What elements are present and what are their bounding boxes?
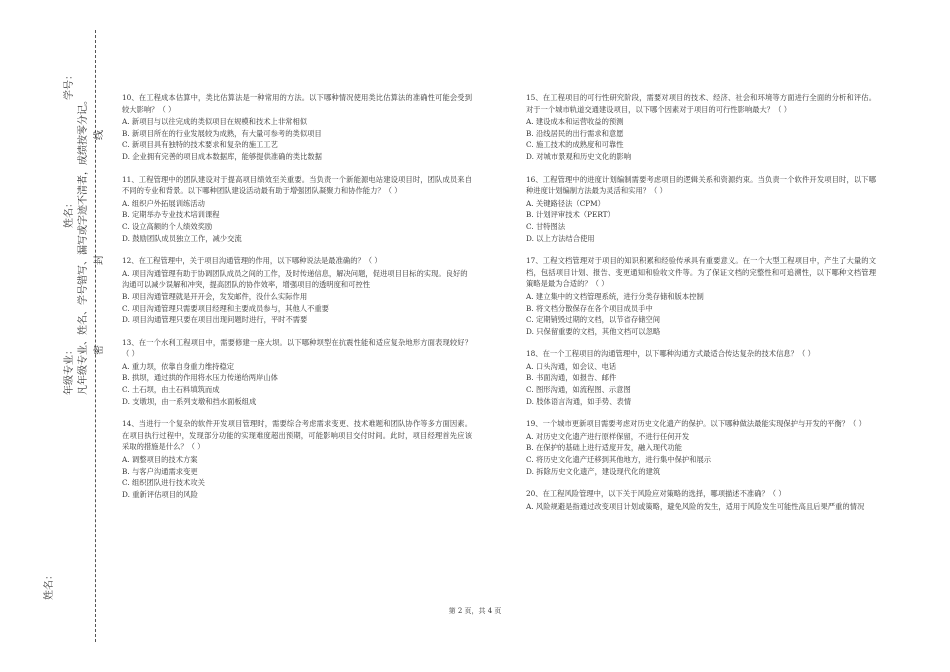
option-b: B. 定期举办专业技术培训课程 — [122, 210, 220, 220]
option-b: B. 沿线居民的出行需求和意愿 — [526, 128, 624, 138]
question-stem: 15、在工程项目的可行性研究阶段，需要对项目的技术、经济、社会和环境等方面进行全面的分析和评估。对于一个城市轨道交通建设项目，以下哪个因素对于项目的可行性影响最大？（ ） — [526, 93, 876, 114]
question-11 — [122, 174, 472, 245]
option-c: C. 图形沟通，如流程图、示意图 — [526, 385, 631, 395]
option-d: D. 企业拥有完善的项目成本数据库，能够提供准确的类比数据 — [122, 151, 322, 161]
seal-mark-xian: 线 — [94, 130, 105, 140]
major-label: 年级专业： — [64, 345, 75, 395]
question-stem: 14、当进行一个复杂的软件开发项目管理时，需要综合考虑需求变更、技术难题和团队协作等多方面因素。在项目执行过程中，发现部分功能的实现难度超出预期，可能影响项目交付时间。此时，项目经理首先应该采取的措施是什么？（ ） — [122, 419, 472, 452]
option-c: C. 施工技术的成熟度和可靠性 — [526, 140, 624, 150]
option-b: B. 将文档分散保存在各个项目成员手中 — [526, 303, 653, 313]
option-d: D. 支墩坝，由一系列支墩和挡水面板组成 — [122, 396, 257, 406]
question-17 — [526, 255, 876, 337]
option-a: A. 风险规避是指通过改变项目计划或策略，避免风险的发生，适用于风险发生可能性高且后果严重的情况 — [526, 501, 865, 511]
seal-mark-feng: 封 — [94, 255, 105, 265]
right-column — [526, 92, 876, 523]
question-18 — [526, 348, 876, 407]
binding-margin — [0, 0, 118, 672]
option-a: A. 组织户外拓展训练活动 — [122, 198, 205, 208]
option-c: C. 设立高额的个人绩效奖励 — [122, 221, 213, 231]
question-stem: 10、在工程成本估算中，类比估算法是一种常用的方法。以下哪种情况使用类比估算法的准确性可能会受到较大影响？（ ） — [122, 93, 472, 114]
school-label: 姓名： — [44, 570, 55, 600]
question-16 — [526, 174, 876, 245]
option-a: A. 项目沟通管理有助于协调团队成员之间的工作，及时传递信息，解决问题，促进项目目标的实现。良好的沟通可以减少误解和冲突，提高团队的协作效率，增强项目的透明度和可控性 — [122, 268, 468, 290]
option-d: D. 以上方法结合使用 — [526, 233, 595, 243]
question-15 — [526, 92, 876, 163]
option-d: D. 肢体语言沟通，如手势、表情 — [526, 396, 632, 406]
option-c: C. 定期销毁过期的文档，以节省存储空间 — [526, 315, 661, 325]
option-c: C. 土石坝，由土石料填筑而成 — [122, 385, 220, 395]
option-c: C. 新项目具有独特的技术要求和复杂的施工工艺 — [122, 140, 278, 150]
option-c: C. 将历史文化遗产迁移到其他地方，进行集中保护和展示 — [526, 455, 712, 465]
option-a: A. 建设成本和运营收益的预测 — [526, 117, 624, 127]
option-b: B. 项目沟通管理就是开开会，发发邮件，没什么实际作用 — [122, 291, 308, 301]
option-b: B. 计划评审技术（PERT） — [526, 210, 615, 220]
question-stem: 13、在一个水利工程项目中，需要修建一座大坝。以下哪种坝型在抗震性能和适应复杂地形方面表现较好？（ ） — [122, 337, 472, 359]
option-c: C. 甘特图法 — [526, 221, 566, 231]
option-d: D. 鼓励团队成员独立工作，减少交流 — [122, 233, 242, 243]
option-c: C. 项目沟通管理只需要项目经理和主要成员参与，其他人不重要 — [122, 303, 329, 313]
option-a: A. 调整项目的技术方案 — [122, 455, 198, 465]
option-d: D. 拆除历史文化遗产，建设现代化的建筑 — [526, 466, 661, 476]
name-label: 姓名： — [64, 198, 75, 228]
question-stem: 11、工程管理中的团队建设对于提高项目绩效至关重要。当负责一个新能源电站建设项目时，团队成员来自不同的专业和背景。以下哪种团队建设活动最有助于增强团队凝聚力和协作能力？（ ） — [122, 174, 472, 196]
option-b: B. 在保护的基础上进行适度开发，融入现代功能 — [526, 443, 682, 453]
question-stem: 18、在一个工程项目的沟通管理中，以下哪种沟通方式最适合传达复杂的技术信息？（ ） — [526, 349, 815, 359]
question-stem: 20、在工程风险管理中，以下关于风险应对策略的选择，哪项描述不准确？（ ） — [526, 489, 786, 499]
option-b: B. 新项目所在的行业发展较为成熟，有大量可参考的类似项目 — [122, 128, 322, 138]
option-a: A. 重力坝，依靠自身重力维持稳定 — [122, 361, 235, 371]
option-a: A. 建立集中的文档管理系统，进行分类存储和版本控制 — [526, 291, 704, 301]
question-20 — [526, 488, 876, 512]
student-id-label: 学号： — [64, 70, 75, 100]
option-d: D. 只保留重要的文档，其他文档可以忽略 — [526, 326, 661, 336]
left-column — [122, 92, 472, 511]
question-10 — [122, 92, 472, 163]
option-d: D. 项目沟通管理只要在项目出现问题时进行，平时不需要 — [122, 315, 308, 325]
option-d: D. 重新评估项目的风险 — [122, 489, 198, 499]
question-stem: 12、在工程管理中，关于项目沟通管理的作用，以下哪种说法是最准确的？（ ） — [122, 256, 382, 266]
option-d: D. 对城市景观和历史文化的影响 — [526, 151, 632, 161]
option-a: A. 对历史文化遗产进行原样保留，不进行任何开发 — [526, 431, 690, 441]
question-13 — [122, 337, 472, 408]
page-footer: 第 2 页，共 4 页 — [448, 607, 502, 615]
cut-line — [95, 30, 96, 642]
question-14 — [122, 418, 472, 500]
option-b: B. 与客户沟通需求变更 — [122, 466, 198, 476]
option-a: A. 口头沟通，如会议、电话 — [526, 361, 617, 371]
question-stem: 17、工程文档管理对于项目的知识积累和经验传承具有重要意义。在一个大型工程项目中，产生了大量的文档，包括项目计划、报告、变更通知和验收文件等。为了保证文档的完整性和可追溯性，以下哪种文档管理策略是最为合适的？（ ） — [526, 256, 876, 289]
option-b: B. 拱坝，通过拱的作用将水压力传递给两岸山体 — [122, 373, 278, 383]
seal-mark-mi: 密 — [94, 345, 105, 355]
question-12 — [122, 255, 472, 326]
option-b: B. 书面沟通，如报告、邮件 — [526, 373, 617, 383]
question-stem: 16、工程管理中的进度计划编制需要考虑项目的逻辑关系和资源约束。当负责一个软件开发项目时，以下哪种进度计划编制方法最为灵活和实用？（ ） — [526, 174, 876, 196]
option-a: A. 新项目与以往完成的类似项目在规模和技术上非常相似 — [122, 117, 308, 127]
question-19 — [526, 418, 876, 477]
option-a: A. 关键路径法（CPM） — [526, 198, 605, 208]
option-c: C. 组织团队进行技术攻关 — [122, 478, 205, 488]
question-stem: 19、一个城市更新项目需要考虑对历史文化遗产的保护。以下哪种做法最能实现保护与开发的平衡？（ ） — [526, 419, 866, 429]
binding-notice: 凡年级专业、姓名、学号错写、漏写或字迹不清者，成绩按零分记。 — [78, 95, 89, 395]
